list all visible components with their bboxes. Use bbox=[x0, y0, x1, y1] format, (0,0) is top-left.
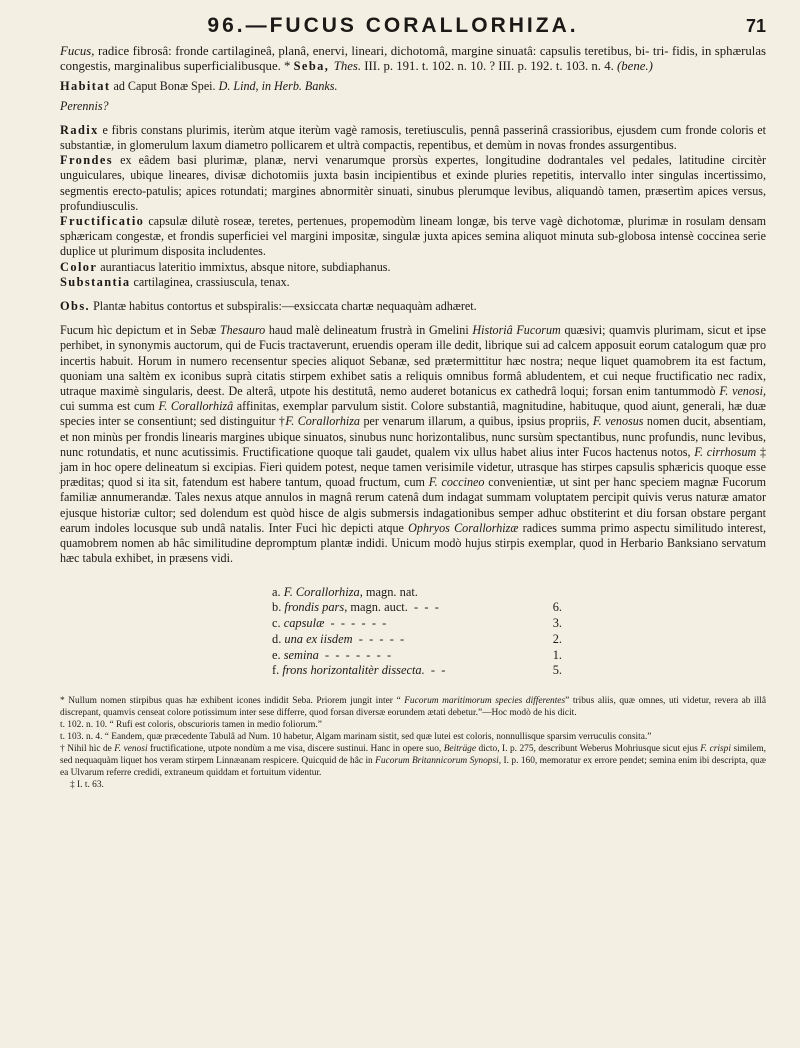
footnote-t103: t. 103. n. 4. “ Eandem, quæ præcedente Tabulâ ad Num. 10 habetur, Algam marinam sistit, sed quæ lutei est coloris, nonnullisque sparsim verruculis consita.” bbox=[60, 732, 652, 743]
running-title: 96.—FUCUS CORALLORHIZA. bbox=[207, 14, 579, 37]
footnote-star bbox=[60, 695, 766, 719]
genus-name: Fucus, bbox=[60, 44, 95, 58]
bene-note: (bene.) bbox=[617, 59, 653, 74]
footnote-italic: F. crispi bbox=[700, 744, 731, 755]
legend-rest: magn. nat. bbox=[362, 584, 418, 599]
footnote-text: I. p. 160, memoratur ex errore pendet; semina enim ibi descripta, quæ ea Ulvarum referre credidi, extraneum quiddam et fortuitum videntur. bbox=[60, 756, 767, 779]
discussion-italic: F. coccineo bbox=[428, 475, 485, 490]
legend-row: f. frons horizontalitèr dissecta. - - 5. bbox=[272, 663, 562, 678]
footnote-italic: Beiträge bbox=[443, 744, 476, 755]
legend-label: F. Corallorhiza, bbox=[283, 584, 363, 599]
footnotes bbox=[60, 695, 766, 791]
discussion-italic: F. venosus bbox=[592, 414, 644, 429]
footnote-dagger bbox=[60, 743, 766, 779]
discussion-text: convenientiæ, ut sint per hanc speciem magnæ Fucorum familiæ annumerandæ. Tales nexus atque annulos in magnâ rerum catenâ dum indagat summam voluptatem percipit quivis verus naturæ amator ejusque historiæ cultor; sed dolendum est quòd hisce de algis submersis indagationibus semper adhuc obstiterint et diu forsan obstare pergant earum indoles locusque sub undâ natalis. Inter Fuci hìc depicti atque bbox=[60, 475, 766, 535]
color-text: aurantiacus lateritio immixtus, absque nitore, subdiaphanus. bbox=[97, 259, 391, 274]
footnote-text: dicto, I. p. 275, describunt Weberus Mohriusque sicut ejus bbox=[476, 744, 701, 755]
legend-letter: a. bbox=[272, 584, 281, 599]
discussion-text: nomen ducit, absentiam, et non minùs per frondis linearis margines ubique sinuatos, sinubus nunc horizontalibus, nunc sursùm spectantibus, nunc profundis, nunc levibus, nunc rotundatis, et nunc acutissimis. Fructificatione quoque tali gaudet, qualem vix ullus habet alius inter Fucos hactenus notos, bbox=[60, 414, 767, 459]
legend-row: b. frondis pars, magn. auct. - - - 6. bbox=[272, 600, 562, 615]
obs-label: Obs. bbox=[60, 299, 91, 314]
discussion-text: quæsivi; quamvis plurimam, sicut et ipse perhibet, in synonymis auctorum, qui de Fucis tractaverunt, eruendis operam ille dedit, librique sui ad calcem apposuit eorum catalogum quæ pro incertis habuit. Horum in numero recensentur species aliquot Sebanæ, sed prætermittitur hæc nostra; neque liquet quamobrem ita est factum, quoniam una saltèm ex iconibus suprà citatis stirpem exhibet satis a reliquis omnibus formâ abludentem, et cui neque fructificatio nec radix, utraque maximè singularis, deest. De alterâ, utpote his destitutâ, nemo auderet botanicus ex cathedrâ loqui; forsan enim tantummodò bbox=[60, 323, 767, 399]
legend-letter: e. bbox=[272, 647, 281, 662]
radix-paragraph bbox=[60, 123, 766, 153]
substantia-paragraph bbox=[60, 275, 766, 290]
legend-magnification: 5. bbox=[552, 663, 562, 678]
species-description bbox=[60, 44, 766, 74]
legend-row bbox=[272, 585, 562, 601]
substantia-label: Substantia bbox=[60, 274, 131, 289]
main-text bbox=[60, 44, 766, 567]
legend-label: frondis pars, bbox=[284, 600, 348, 615]
frondes-paragraph bbox=[60, 153, 766, 214]
discussion-text: haud malè delineatum frustrà in Gmelini bbox=[265, 323, 473, 338]
discussion-italic: F. venosi, bbox=[719, 384, 766, 399]
radix-text: e fibris constans plurimis, iterùm atque iterùm vagè ramosis, teretiusculis, pennâ passerinâ crassioribus, ejusdem cum fronde coloris et substantiæ, in glomerulum laxum diametro pollicarem et ultrà compactis, repentibus, et demùm in novas frondes assurgentibus. bbox=[60, 122, 766, 153]
legend-label: capsulæ bbox=[283, 616, 325, 631]
legend-label: una ex iisdem bbox=[284, 631, 353, 646]
color-paragraph bbox=[60, 260, 766, 275]
fructificatio-text: capsulæ dilutè roseæ, teretes, pertenues, propemodùm lineam longæ, bis terve vagè dichotomæ, plurimæ in rosulam densam sphæricam congestæ, et frondis superficiei vel margini impositæ, singulæ juxta apices semina aliquot minuta sub-globosa intensè coccinea serie duplice ut plurimum disposita includentes. bbox=[60, 214, 766, 259]
habitat-line bbox=[60, 79, 766, 94]
legend-magnification: 3. bbox=[552, 616, 562, 631]
footnote-italic: Fucorum maritimorum species differentes bbox=[404, 696, 566, 707]
legend-magnification: 1. bbox=[552, 647, 562, 662]
discussion-text: affinitas, exemplar parvulum sistit. Colore substantiâ, magnitudine, habituque, quod aiunt, generali, hæ duæ species inter se consentiunt; sed distinguitur † bbox=[60, 399, 766, 429]
habitat-text: ad Caput Bonæ Spei. bbox=[110, 79, 219, 94]
legend-letter: b. bbox=[272, 600, 282, 615]
plate-ref: III. p. 191. t. 102. n. 10. ? III. p. 192. t. 103. n. 4. bbox=[361, 59, 617, 74]
discussion-italic: Ophryos Corallorhizæ bbox=[408, 520, 519, 535]
footnote-double-dagger: ‡ I. t. 63. bbox=[70, 780, 104, 791]
plate-legend bbox=[272, 585, 562, 680]
discussion-paragraph bbox=[60, 323, 766, 566]
radix-label: Radix bbox=[60, 122, 99, 137]
footnote-text: † Nihil hìc de bbox=[60, 744, 115, 755]
habitat-label: Habitat bbox=[60, 79, 111, 94]
fructificatio-label: Fructificatio bbox=[60, 214, 145, 229]
frondes-label: Frondes bbox=[60, 153, 113, 168]
legend-rest: magn. auct. bbox=[347, 600, 408, 615]
legend-row: e. semina - - - - - - - 1. bbox=[272, 647, 562, 662]
legend-letter: d. bbox=[272, 631, 282, 646]
discussion-text: per venarum illarum, a quibus, ipsius propriis, bbox=[359, 414, 593, 429]
discussion-text: cui summa est cum bbox=[60, 399, 159, 414]
footnote-text: * Nullum nomen stirpibus quas hæ exhibent icones indidit Seba. Priorem jungit inter “ bbox=[60, 696, 405, 707]
discussion-italic: F. cirrhosum bbox=[694, 444, 757, 459]
legend-magnification: 2. bbox=[552, 631, 562, 646]
legend-letter: c. bbox=[272, 616, 281, 631]
fructificatio-paragraph bbox=[60, 214, 766, 260]
footnote-italic: F. venosi bbox=[114, 744, 148, 755]
discussion-text: Fucum hìc depictum et in Sebæ bbox=[60, 323, 220, 338]
duration-line bbox=[60, 99, 766, 114]
thes-ref: Thes. bbox=[333, 59, 362, 74]
discussion-italic: F. Corallorhizâ bbox=[158, 399, 234, 414]
legend-label: semina bbox=[283, 647, 319, 662]
footnote-text: similem, sed nequaquàm liquet hos veram stirpem Linnæanam respicere. Quicquid de hâc in bbox=[60, 744, 766, 767]
description-text: radice fibrosâ: fronde cartilagineâ, planâ, enervi, lineari, dichotomâ, margine sinuatâ: capsulis teretibus, bi- tri- fidis, in sphærulas congestis, marginalibus superficialibusque. * bbox=[60, 44, 766, 74]
footnote-t102: t. 102. n. 10. “ Rufi est coloris, obscurioris tamen in medio foliorum.” bbox=[60, 720, 322, 731]
discussion-italic: Thesauro bbox=[219, 323, 266, 338]
perennis-label: Perennis? bbox=[60, 98, 109, 113]
discussion-italic: F. Corallorhiza bbox=[285, 414, 360, 429]
habitat-source: D. Lind, in Herb. Banks. bbox=[218, 79, 338, 94]
legend-letter: f. bbox=[272, 663, 280, 678]
obs-paragraph bbox=[60, 299, 766, 314]
obs-text: Plantæ habitus contortus et subspiralis:—exsiccata chartæ nequaquàm adhæret. bbox=[90, 299, 477, 314]
discussion-text: ‡ jam in hoc opere delineatum si excipias. Fieri quidem potest, neque tamen verisimile videtur, utrasque has stirpes capsulis sphæricis quoque esse præditas; quod si ita sit, fatendum est habere tantum, quoad fructum, cum bbox=[60, 444, 766, 490]
legend-row: d. una ex iisdem - - - - - 2. bbox=[272, 631, 562, 646]
footnote-italic: Fucorum Britannicorum Synopsi, bbox=[375, 756, 502, 767]
legend-label: frons horizontalitèr dissecta. bbox=[282, 663, 425, 678]
seba-ref: Seba, bbox=[293, 59, 334, 74]
discussion-italic: Historiâ Fucorum bbox=[472, 323, 561, 338]
discussion-text: radices summa primo aspectu similitudo interest, quamobrem nomen ab hâc similitudine depromptum plantæ indidi. Unicum modò hujus stirpis exemplar, quod in Herbario Banksiano servatum hæc tabula exhibet, in præsens vidi. bbox=[60, 520, 766, 566]
footnote-text: fructificatione, utpote nondùm a me visa, discere sustinui. Hanc in opere suo, bbox=[147, 744, 444, 755]
page-header bbox=[60, 10, 766, 44]
legend-row: c. capsulæ - - - - - - 3. bbox=[272, 616, 562, 631]
footnote-text: ” tribus aliis, quæ omnes, uti videtur, revera ab illâ discrepant, quamvis censeat colore potissimum inter sese differre, quod forsan diversæ eorundem ætati debetur.”—Hoc modò de his dicit. bbox=[60, 696, 766, 719]
color-label: Color bbox=[60, 259, 98, 274]
legend-magnification: 6. bbox=[552, 600, 562, 615]
page-number: 71 bbox=[745, 16, 766, 36]
substantia-text: cartilaginea, crassiuscula, tenax. bbox=[130, 274, 290, 289]
frondes-text: ex eâdem basi plurimæ, planæ, nervi venarumque prorsùs expertes, longitudine dodrantales vel pedales, latitudine circitèr unguiculares, ubique lineares, divisæ dichotomiis juxta basin incipientibus et exinde pluries repetitis, intervallo inter singulas incertissimo, segmentis erecto-patulis; apices rotundati; margines abnormitèr sinuati, sinubus plerumque levibus, aliquandò tamen, præsertìm apices versus, profundiusculis. bbox=[60, 153, 766, 213]
